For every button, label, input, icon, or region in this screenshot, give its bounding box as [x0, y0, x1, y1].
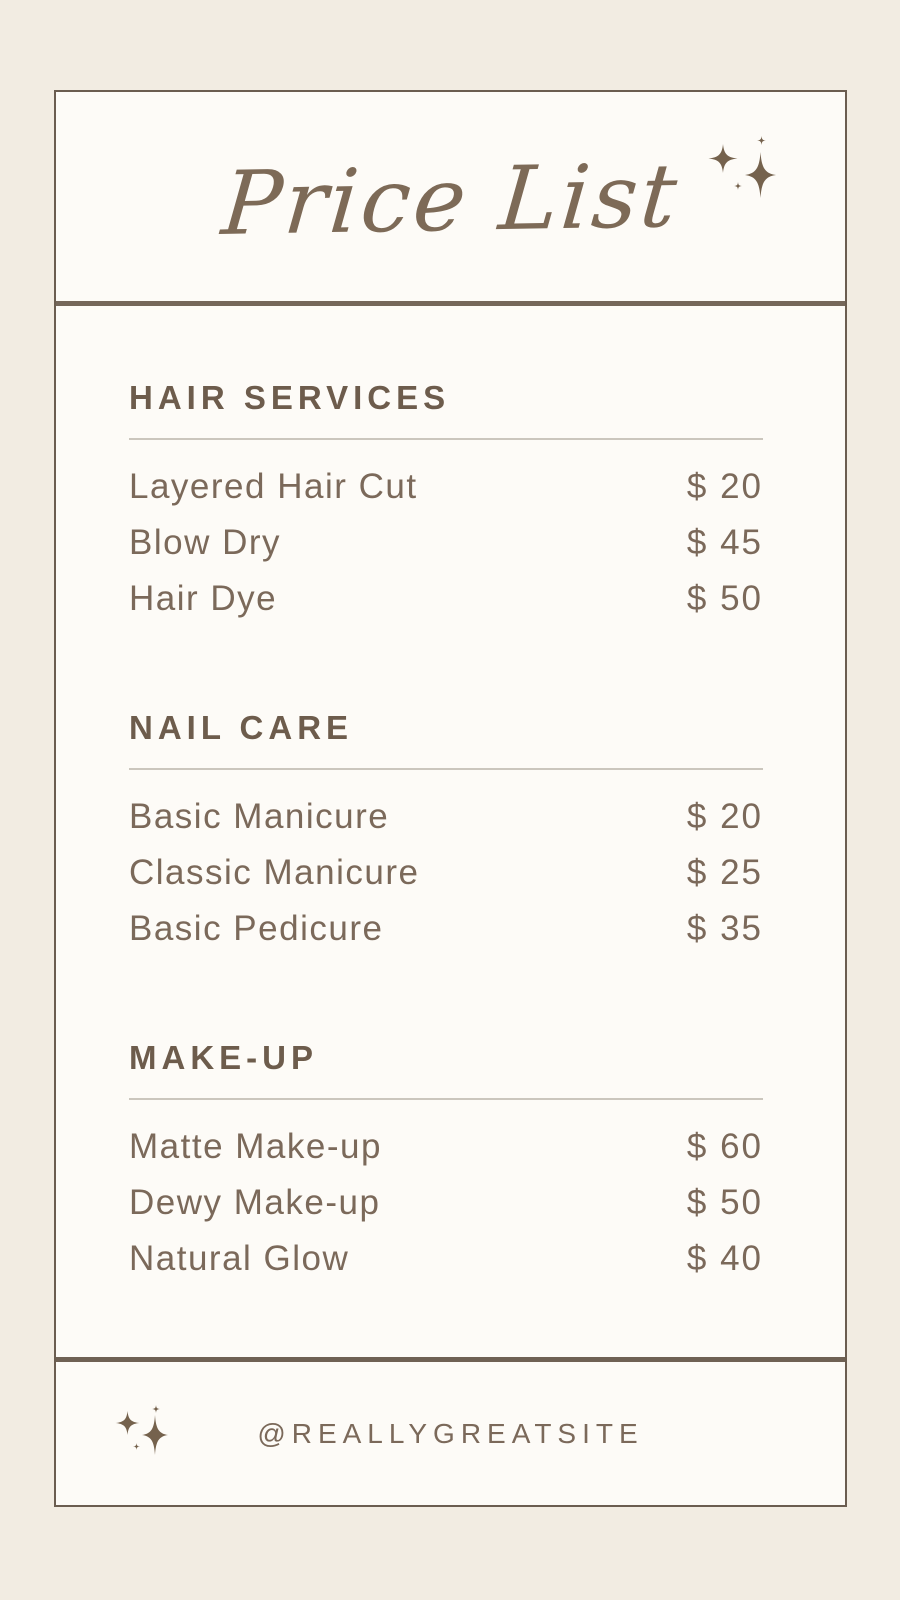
item-name: Classic Manicure [129, 853, 420, 892]
section-rows [129, 459, 763, 627]
sparkle-dot-icon [757, 136, 766, 145]
item-price: $ 50 [686, 1183, 763, 1222]
item-price: $ 20 [686, 797, 763, 836]
sparkle-star-icon [707, 144, 739, 173]
price-row [129, 789, 763, 845]
item-name: Natural Glow [129, 1239, 350, 1278]
item-price: $ 45 [686, 523, 763, 562]
item-price: $ 50 [686, 579, 763, 618]
section-divider [129, 1098, 763, 1100]
section-hair-services [129, 381, 763, 627]
price-row [129, 571, 763, 627]
price-row [129, 459, 763, 515]
sparkle-star-icon [114, 1411, 141, 1435]
section-nail-care [129, 711, 763, 957]
sparkle-dot-icon [734, 182, 742, 190]
sparkle-dot-icon [133, 1443, 140, 1450]
price-row [129, 515, 763, 571]
section-heading: HAIR SERVICES [129, 379, 451, 416]
section-heading: NAIL CARE [129, 709, 354, 746]
section-heading: MAKE-UP [129, 1039, 318, 1076]
item-name: Basic Pedicure [129, 909, 384, 948]
item-price: $ 20 [686, 467, 763, 506]
item-name: Layered Hair Cut [129, 467, 418, 506]
section-divider [129, 438, 763, 440]
section-rows [129, 789, 763, 957]
section-make-up [129, 1041, 763, 1287]
price-row [129, 901, 763, 957]
price-list-card [54, 90, 847, 1507]
sparkles-icon [114, 1405, 178, 1463]
price-row [129, 1119, 763, 1175]
sparkle-dot-icon [152, 1405, 160, 1413]
section-rows [129, 1119, 763, 1287]
item-name: Dewy Make-up [129, 1183, 381, 1222]
price-row [129, 845, 763, 901]
section-divider [129, 768, 763, 770]
page-title: Price List [217, 144, 684, 255]
price-row [129, 1175, 763, 1231]
item-name: Blow Dry [129, 523, 282, 562]
item-name: Hair Dye [129, 579, 278, 618]
price-list-body [56, 306, 845, 1357]
card-footer [56, 1357, 845, 1505]
item-price: $ 60 [686, 1127, 763, 1166]
sparkle-star-icon [745, 152, 776, 198]
item-name: Basic Manicure [129, 797, 390, 836]
item-price: $ 40 [686, 1239, 763, 1278]
item-price: $ 25 [686, 853, 763, 892]
card-header [56, 92, 845, 306]
item-price: $ 35 [686, 909, 763, 948]
item-name: Matte Make-up [129, 1127, 382, 1166]
sparkle-star-icon [142, 1415, 168, 1455]
price-row [129, 1231, 763, 1287]
sparkles-icon [707, 136, 783, 212]
social-handle: @REALLYGREATSITE [257, 1417, 644, 1449]
